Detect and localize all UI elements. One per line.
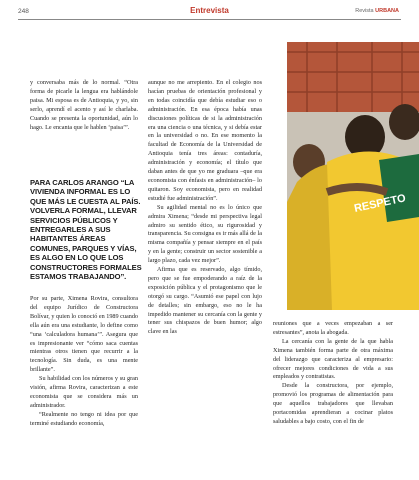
column-2 [148,79,262,337]
pull-quote: PARA CARLOS ARANGO “LA VIVIENDA INFORMAL ES LO QUE MÁS LE CUESTA AL PAÍS. VOLVERLA FORMAL, LLEVAR SERVICIOS PÚBLICOS Y ENTREGARLES A SUS HABITANTES ÁREAS COMUNES, PARQUES Y VÍAS, ES ALGO EN LO QUE LOS CONSTRUCTORES FORMALES ESTAMOS TRABAJANDO”. [30,178,142,282]
soccer-team-photo [287,42,419,310]
paragraph: reuniones que a veces empezaban a ser estresantes”, anota la abogada. [273,320,393,336]
page-number: 248 [18,8,29,15]
header-divider [18,19,401,20]
paragraph: Su agilidad mental no es lo único que admira Ximena; “desde mi perspectiva legal admiro su sentido ético, su rigurosidad y transparencia. Su consigna es ir más allá de la misma compañía y pensar siempre en el país y en la gente; construir un sector sostenible a largo plazo, cada vez mejor”. [148,203,262,265]
section-title: Entrevista [190,6,229,15]
paragraph: Desde la constructora, por ejemplo, promovió los programas de alimentación para que aquellos trabajadores que llevaban portacomidas aprendieran a cocinar platos saludables a bajo costo, con el fin de [273,382,393,425]
page-header [0,0,419,26]
paragraph: Por su parte, Ximena Rovira, consultora del equipo Jurídico de Constructora Bolívar, y quien lo conoció en 1989 cuando ella aún era una estudiante, lo define como “una ‘calculadora humana’”. Asegura que es impresionante ver “cómo saca cuentas mientras otros tienen que recurrir a la tecnología. Sin duda, es una mente brillante”. [30,295,139,374]
paragraph: La cercanía con la gente de la que habla Ximena también forma parte de otra máxima del liderazgo que caracteriza al empresario: ofrecer mejores condiciones de vida a sus empleados y contratistas. [273,337,393,381]
column-1 [30,79,138,132]
jersey-text: RESPETO [353,192,407,215]
column-1-bottom [30,295,138,429]
paragraph: Su habilidad con los números y su gran visión, afirma Rovira, caracterizan a este economista que se considera más un administrador. [30,375,138,409]
paragraph: aunque no me arrepiento. En el colegio nos hacían pruebas de orientación profesional y en todas coincidía que debía estudiar eso o administración. En esa época había unas discusiones políticas de si la administración era una ciencia o una técnica, y si debía estar en la universidad o no. En ese momento la facultad de Economía de la Universidad de Antioquia tenía tres áreas: contaduría, administración y economía; el título que daban antes de que yo me graduara –que era economista con énfasis en administración– lo quitaron. Soy economista, pero en realidad estudié fue administración”. [148,79,262,202]
paragraph: Afirma que es reservado, algo tímido, pero que se fue empoderando a raíz de la exposición pública y el protagonismo que le otorgó su cargo. “Asumió ese papel con lujo de detalles; sin embargo, eso no le ha impedido mantener su cercanía con la gente y tener sus chispazos de buen humor; algo clave en las [148,266,262,336]
photo-illustration [287,42,419,310]
column-3 [273,320,393,427]
paragraph: “Realmente no tengo ni idea por que terminé estudiando economía, [30,410,138,427]
magazine-prefix: Revista [355,8,374,14]
paragraph: y conversaba más de lo normal. “Otra forma de picarle la lengua era hablándole paisa. Mi esposa es de Antioquia, y yo, sin serlo, aprendí el acento y así le charlaba. Cuando se presenta la oportunidad, aún lo hago. Le encanta que le hablen ‘paisa’”. [30,79,138,131]
magazine-name [355,8,399,14]
magazine-brand: URBANA [375,8,399,14]
